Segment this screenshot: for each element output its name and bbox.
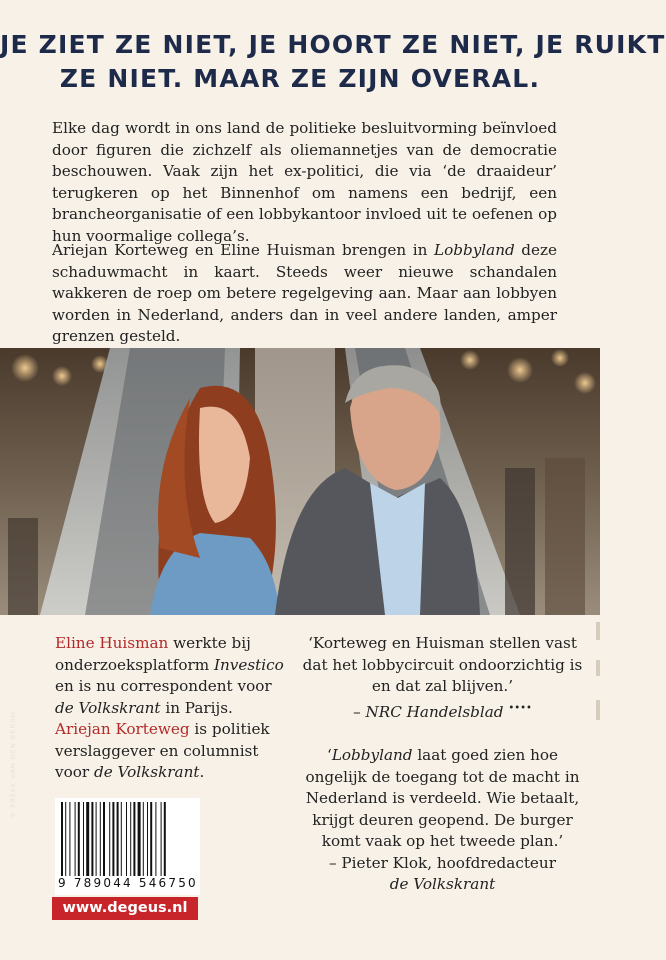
barcode-bar (109, 802, 110, 876)
barcode-bar (78, 802, 80, 876)
bio-newspaper: de Volkskrant (93, 763, 200, 781)
edge-mark (596, 700, 600, 720)
barcode-bar (91, 802, 93, 876)
bio-text: in Parijs. (160, 698, 233, 717)
barcode-bar (164, 802, 166, 876)
bio-text: is politiek verslaggever en columnist voor (55, 720, 270, 781)
blurb-text: deze schaduwmacht in kaart. Steeds weer nieuwe schandalen wakkeren de roep om betere regelgeving aan. Maar aan lobbyen worden in Nederland, anders dan in veel andere landen, amper grenzen gesteld. (52, 241, 557, 345)
bio-org: Investico (214, 655, 284, 674)
barcode-bar (112, 802, 114, 876)
quote-open-mark: ‘ (327, 746, 332, 764)
barcode-bar (86, 802, 89, 876)
rating-stars: •••• (508, 702, 532, 714)
blurb-text: Ariejan Korteweg en Eline Huisman brengen in (52, 241, 435, 259)
barcode-bar (100, 802, 101, 876)
edge-mark (596, 622, 600, 640)
author-name-ariejan: Ariejan Korteweg (55, 720, 190, 738)
author-bio (55, 633, 290, 784)
quote-book-title: Lobbyland (331, 746, 413, 764)
barcode-bars (55, 798, 200, 878)
quote-body: laat goed zien hoe ongelijk de toegang tot de macht in Nederland is verdeeld. Wie betaalt, krijgt deuren geopend. De burger komt vaak op het tweede plan.’ (305, 746, 580, 850)
edge-mark (596, 660, 600, 676)
barcode-bar (130, 802, 131, 876)
barcode-bar (150, 802, 152, 876)
blurb-paragraph-1: Elke dag wordt in ons land de politieke besluitvorming beïnvloed door figuren die zichzelf als oliemannetjes van de democratie beschouwen. Vaak zijn het ex-politici, die via ‘de draaideur’ terugkeren op het Binnenhof om namens een bedrijf, een brancheorganisatie of een lobbykantoor invloed uit te oefenen op hun voormalige collega’s. (52, 119, 557, 245)
bio-text: en is nu correspondent voor (55, 677, 272, 695)
barcode-bar (133, 802, 135, 876)
quote-dash: – (353, 702, 366, 721)
book-title: Lobbyland (434, 241, 515, 259)
bio-text: werkte bij onderzoeksplatform (55, 634, 251, 674)
barcode-bar (69, 802, 70, 876)
barcode-bar (126, 802, 127, 876)
headline-line-2: ZE NIET. MAAR ZE ZIJN OVERAL. (59, 64, 541, 93)
author-photo-illustration (0, 348, 600, 615)
barcode-bar (143, 802, 144, 876)
barcode-bar (121, 802, 122, 876)
review-quote-volkskrant (300, 745, 585, 896)
barcode-bar (103, 802, 105, 876)
quote-attribution: – Pieter Klok, hoofdredacteur (329, 853, 556, 872)
review-quote-nrc (300, 633, 585, 723)
quote-text: ‘Korteweg en Huisman stellen vast dat het lobbycircuit ondoorzichtig is en dat zal blijven.’ (302, 634, 583, 695)
quote-text (300, 745, 585, 853)
barcode-bar (155, 802, 156, 876)
bio-text: . (199, 763, 205, 781)
barcode-bar (96, 802, 97, 876)
barcode-bar (65, 802, 66, 876)
quote-paper-name: de Volkskrant (389, 875, 496, 893)
author-name-eline: Eline Huisman (55, 634, 169, 652)
headline (0, 28, 666, 96)
publisher-url: www.degeus.nl (52, 897, 198, 920)
barcode-bar (161, 802, 162, 876)
quote-source-name: NRC Handelsblad (365, 702, 504, 721)
barcode-bar (138, 802, 141, 876)
barcode-bar (75, 802, 76, 876)
barcode-bar (61, 802, 63, 876)
blurb-paragraph-2 (52, 240, 557, 348)
quote-source (300, 698, 585, 724)
headline-line-1: JE ZIET ZE NIET, JE HOORT ZE NIET, JE RUIKT (0, 30, 666, 59)
isbn-number: 9 789044 546750 (58, 876, 198, 890)
bio-newspaper: de Volkskrant (55, 698, 161, 717)
barcode-bar (117, 802, 119, 876)
quote-attribution-paper (300, 874, 585, 896)
barcode-bar (83, 802, 84, 876)
barcode-bar (147, 802, 148, 876)
photo-credit: © FREEK VAN DEN BERGH (9, 711, 17, 818)
